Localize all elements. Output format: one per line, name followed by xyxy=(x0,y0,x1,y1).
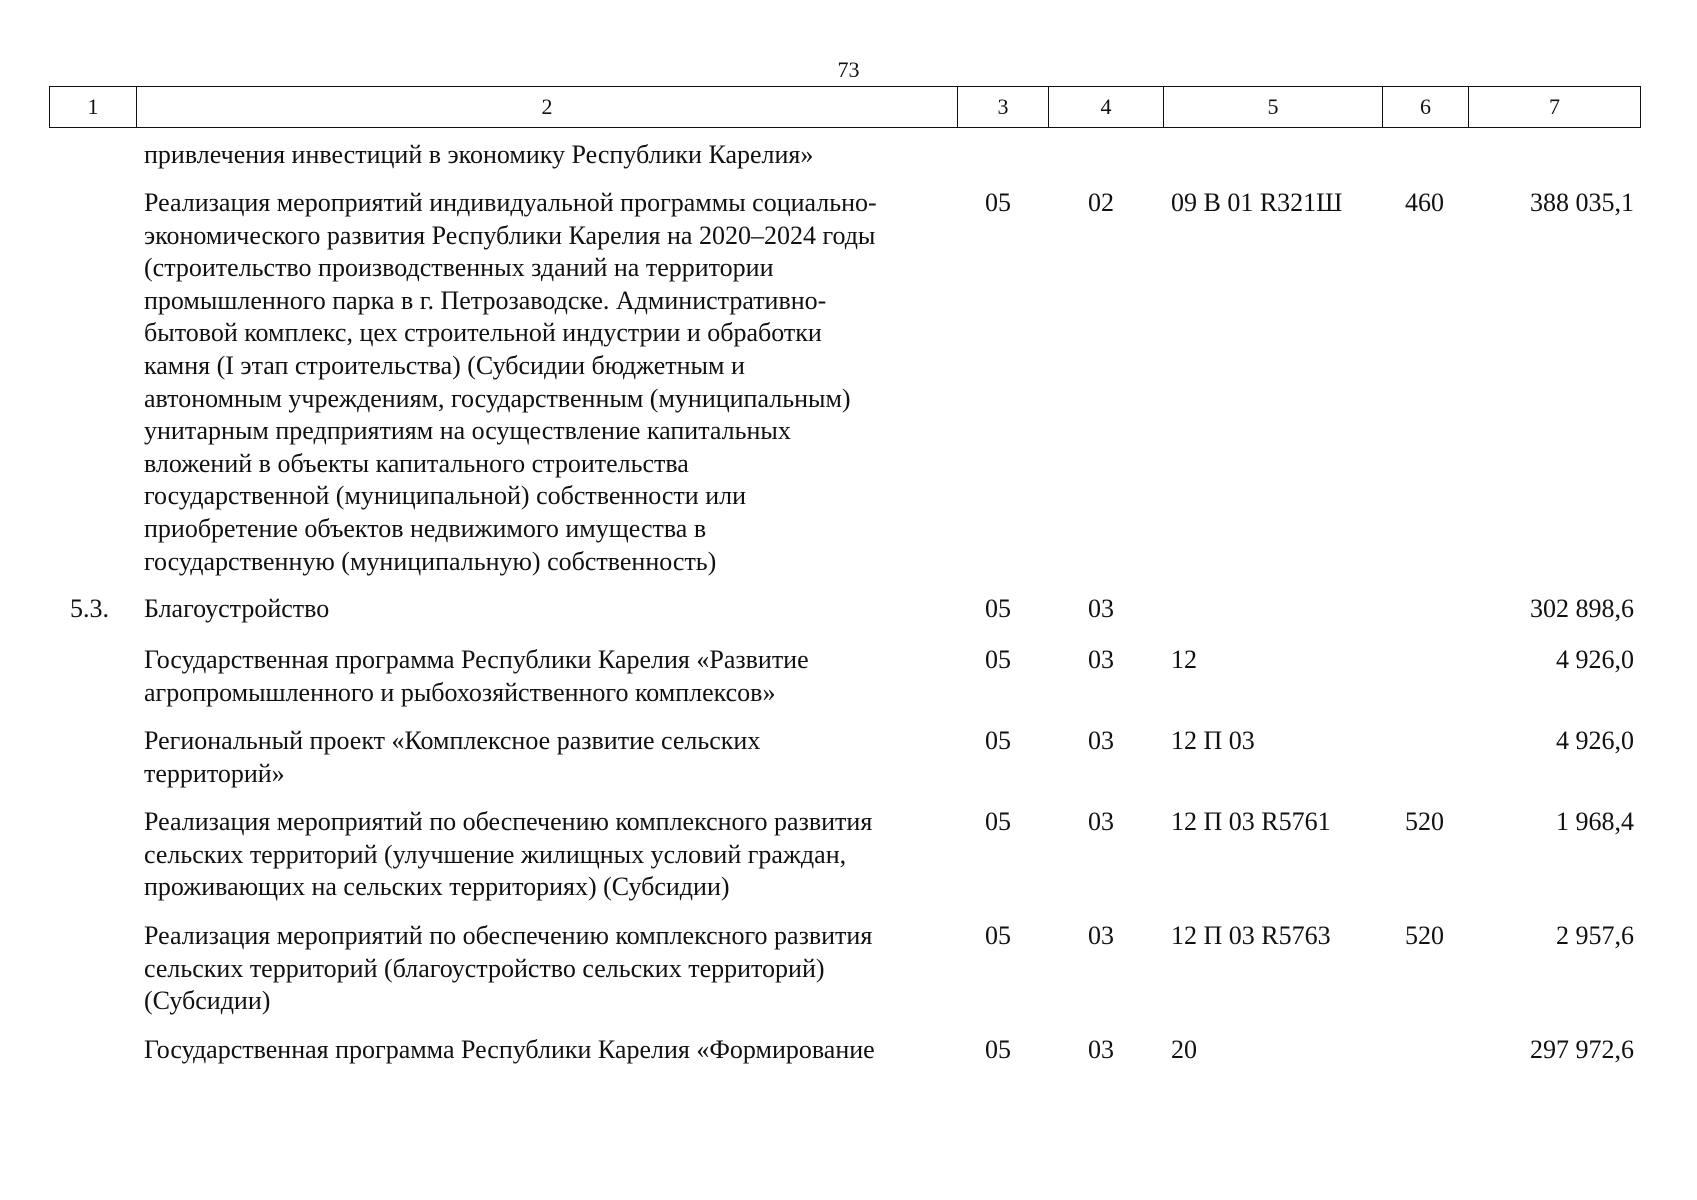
amount: 4 926,0 xyxy=(1556,645,1634,674)
page-number: 73 xyxy=(837,57,860,82)
column-header-3: 3 xyxy=(958,87,1049,128)
column-header-4: 4 xyxy=(1049,87,1164,128)
description-line: Реализация мероприятий по обеспечению комплексного развития xyxy=(144,807,873,836)
row-description xyxy=(144,920,959,1018)
row-number: 5.3. xyxy=(70,594,109,623)
amount: 388 035,1 xyxy=(1530,188,1634,217)
description-line: автономным учреждениям, государственным (муниципальным) xyxy=(144,383,851,413)
description-line: (строительство производственных зданий на территории xyxy=(144,253,774,283)
target-article-code: 12 П 03 xyxy=(1171,726,1255,755)
description-line: государственной (муниципальной) собственности или xyxy=(144,481,746,511)
description-line: Государственная программа Республики Карелия «Формирование xyxy=(144,1035,875,1064)
expense-type-code: 520 xyxy=(1405,807,1444,836)
target-article-code: 12 xyxy=(1171,645,1197,674)
description-line: привлечения инвестиций в экономику Республики Карелия» xyxy=(144,140,814,169)
description-line: Государственная программа Республики Карелия «Развитие xyxy=(144,645,809,674)
subsection-code: 03 xyxy=(1088,594,1114,623)
row-description xyxy=(144,644,959,709)
row-description xyxy=(144,725,959,790)
column-header-7: 7 xyxy=(1469,87,1641,128)
target-article-code: 09 В 01 R321Ш xyxy=(1171,188,1343,217)
description-line: сельских территорий (улучшение жилищных условий граждан, xyxy=(144,839,847,869)
row-description xyxy=(144,593,959,626)
description-line: камня (I этап строительства) (Субсидии бюджетным и xyxy=(144,350,745,380)
target-article-code: 12 П 03 R5761 xyxy=(1171,807,1331,836)
target-article-code: 12 П 03 R5763 xyxy=(1171,921,1331,950)
subsection-code: 02 xyxy=(1088,188,1114,217)
section-code: 05 xyxy=(985,807,1011,836)
description-line: Реализация мероприятий индивидуальной программы социально- xyxy=(144,188,877,217)
section-code: 05 xyxy=(985,726,1011,755)
description-line: Благоустройство xyxy=(144,594,330,623)
target-article-code: 20 xyxy=(1171,1035,1197,1064)
section-code: 05 xyxy=(985,188,1011,217)
column-header-2: 2 xyxy=(137,87,958,128)
description-line: бытовой комплекс, цех строительной индустрии и обработки xyxy=(144,318,822,348)
section-code: 05 xyxy=(985,1035,1011,1064)
column-header-6: 6 xyxy=(1383,87,1469,128)
subsection-code: 03 xyxy=(1088,726,1114,755)
subsection-code: 03 xyxy=(1088,807,1114,836)
section-code: 05 xyxy=(985,645,1011,674)
row-description xyxy=(144,187,959,578)
description-line: приобретение объектов недвижимого имущества в xyxy=(144,513,707,543)
description-line: государственную (муниципальную) собственность) xyxy=(144,546,717,576)
subsection-code: 03 xyxy=(1088,921,1114,950)
row-description xyxy=(144,139,959,172)
amount: 297 972,6 xyxy=(1530,1035,1634,1064)
amount: 4 926,0 xyxy=(1556,726,1634,755)
amount: 302 898,6 xyxy=(1530,594,1634,623)
column-header-row xyxy=(50,87,1641,128)
subsection-code: 03 xyxy=(1088,1035,1114,1064)
amount: 2 957,6 xyxy=(1556,921,1634,950)
section-code: 05 xyxy=(985,594,1011,623)
description-line: экономического развития Республики Карелия на 2020–2024 годы xyxy=(144,220,876,250)
section-code: 05 xyxy=(985,921,1011,950)
description-line: территорий» xyxy=(144,758,285,788)
description-line: Реализация мероприятий по обеспечению комплексного развития xyxy=(144,921,873,950)
description-line: проживающих на сельских территориях) (Субсидии) xyxy=(144,872,730,902)
description-line: агропромышленного и рыбохозяйственного комплексов» xyxy=(144,677,776,707)
column-header-1: 1 xyxy=(50,87,137,128)
column-header-5: 5 xyxy=(1164,87,1383,128)
expense-type-code: 520 xyxy=(1405,921,1444,950)
row-description xyxy=(144,806,959,904)
amount: 1 968,4 xyxy=(1556,807,1634,836)
expense-type-code: 460 xyxy=(1405,188,1444,217)
subsection-code: 03 xyxy=(1088,645,1114,674)
description-line: вложений в объекты капитального строительства xyxy=(144,448,689,478)
row-description xyxy=(144,1034,959,1067)
description-line: унитарным предприятиям на осуществление капитальных xyxy=(144,416,791,446)
description-line: сельских территорий (благоустройство сельских территорий) xyxy=(144,953,825,983)
description-line: промышленного парка в г. Петрозаводске. Административно- xyxy=(144,285,827,315)
description-line: Региональный проект «Комплексное развитие сельских xyxy=(144,726,761,755)
description-line: (Субсидии) xyxy=(144,986,271,1016)
column-header-table xyxy=(49,86,1641,128)
